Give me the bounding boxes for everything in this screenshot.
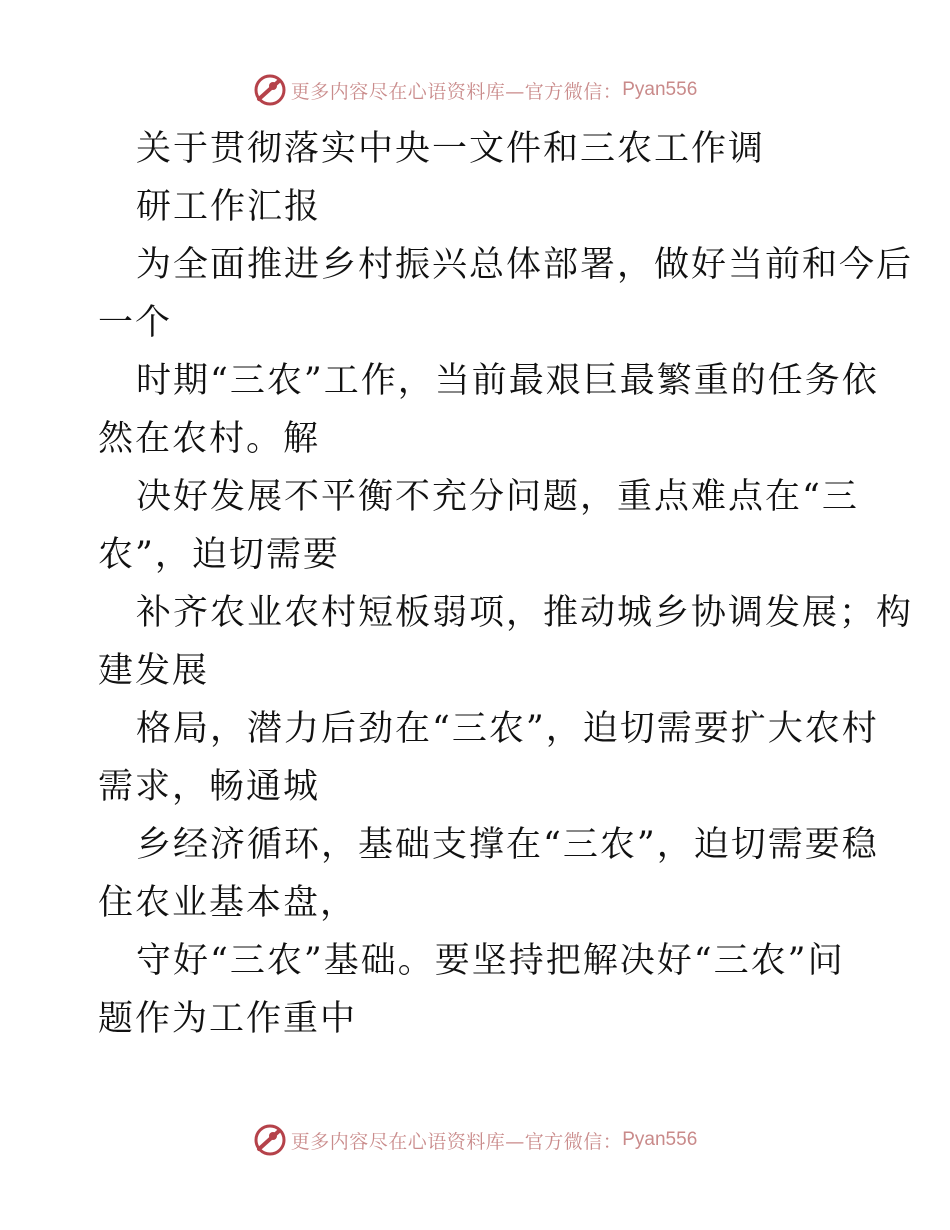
title-line-1: 关于贯彻落实中央一文件和三农工作调 — [136, 129, 766, 169]
paragraph-line: 题作为工作重中 — [98, 999, 358, 1039]
paragraph-line: 需求，畅通城 — [98, 767, 321, 807]
header-banner — [0, 70, 950, 110]
paragraph-line: 补齐农业农村短板弱项，推动城乡协调发展；构 — [136, 593, 914, 633]
paragraph-line: 乡经济循环，基础支撑在“三农”，迫切需要稳 — [136, 825, 879, 865]
paragraph-line: 决好发展不平衡不充分问题，重点难点在“三 — [136, 477, 859, 517]
brand-logo-icon — [253, 73, 287, 107]
paragraph-line: 格局，潜力后劲在“三农”，迫切需要扩大农村 — [136, 709, 879, 749]
paragraph-line: 守好“三农”基础。要坚持把解决好“三农”问 — [136, 941, 845, 981]
document-body — [98, 120, 914, 1048]
paragraph-line: 然在农村。解 — [98, 419, 321, 459]
title-line-2: 研工作汇报 — [136, 187, 322, 227]
paragraph-line: 农”，迫切需要 — [98, 535, 340, 575]
footer-banner — [0, 1120, 950, 1160]
banner-wechat-id: Pyan556 — [622, 1129, 698, 1150]
banner-wechat-id: Pyan556 — [622, 79, 698, 100]
paragraph-line: 建发展 — [98, 651, 210, 691]
paragraph-line: 住农业基本盘， — [98, 883, 358, 923]
banner-text: 更多内容尽在心语资料库—官方微信： — [290, 80, 623, 103]
paragraph-line: 时期“三农”工作，当前最艰巨最繁重的任务依 — [136, 361, 879, 401]
paragraph-line: 一个 — [98, 303, 173, 343]
banner-text: 更多内容尽在心语资料库—官方微信： — [290, 1130, 623, 1153]
brand-logo-icon — [253, 1123, 287, 1157]
paragraph-line: 为全面推进乡村振兴总体部署，做好当前和今后 — [136, 245, 914, 285]
